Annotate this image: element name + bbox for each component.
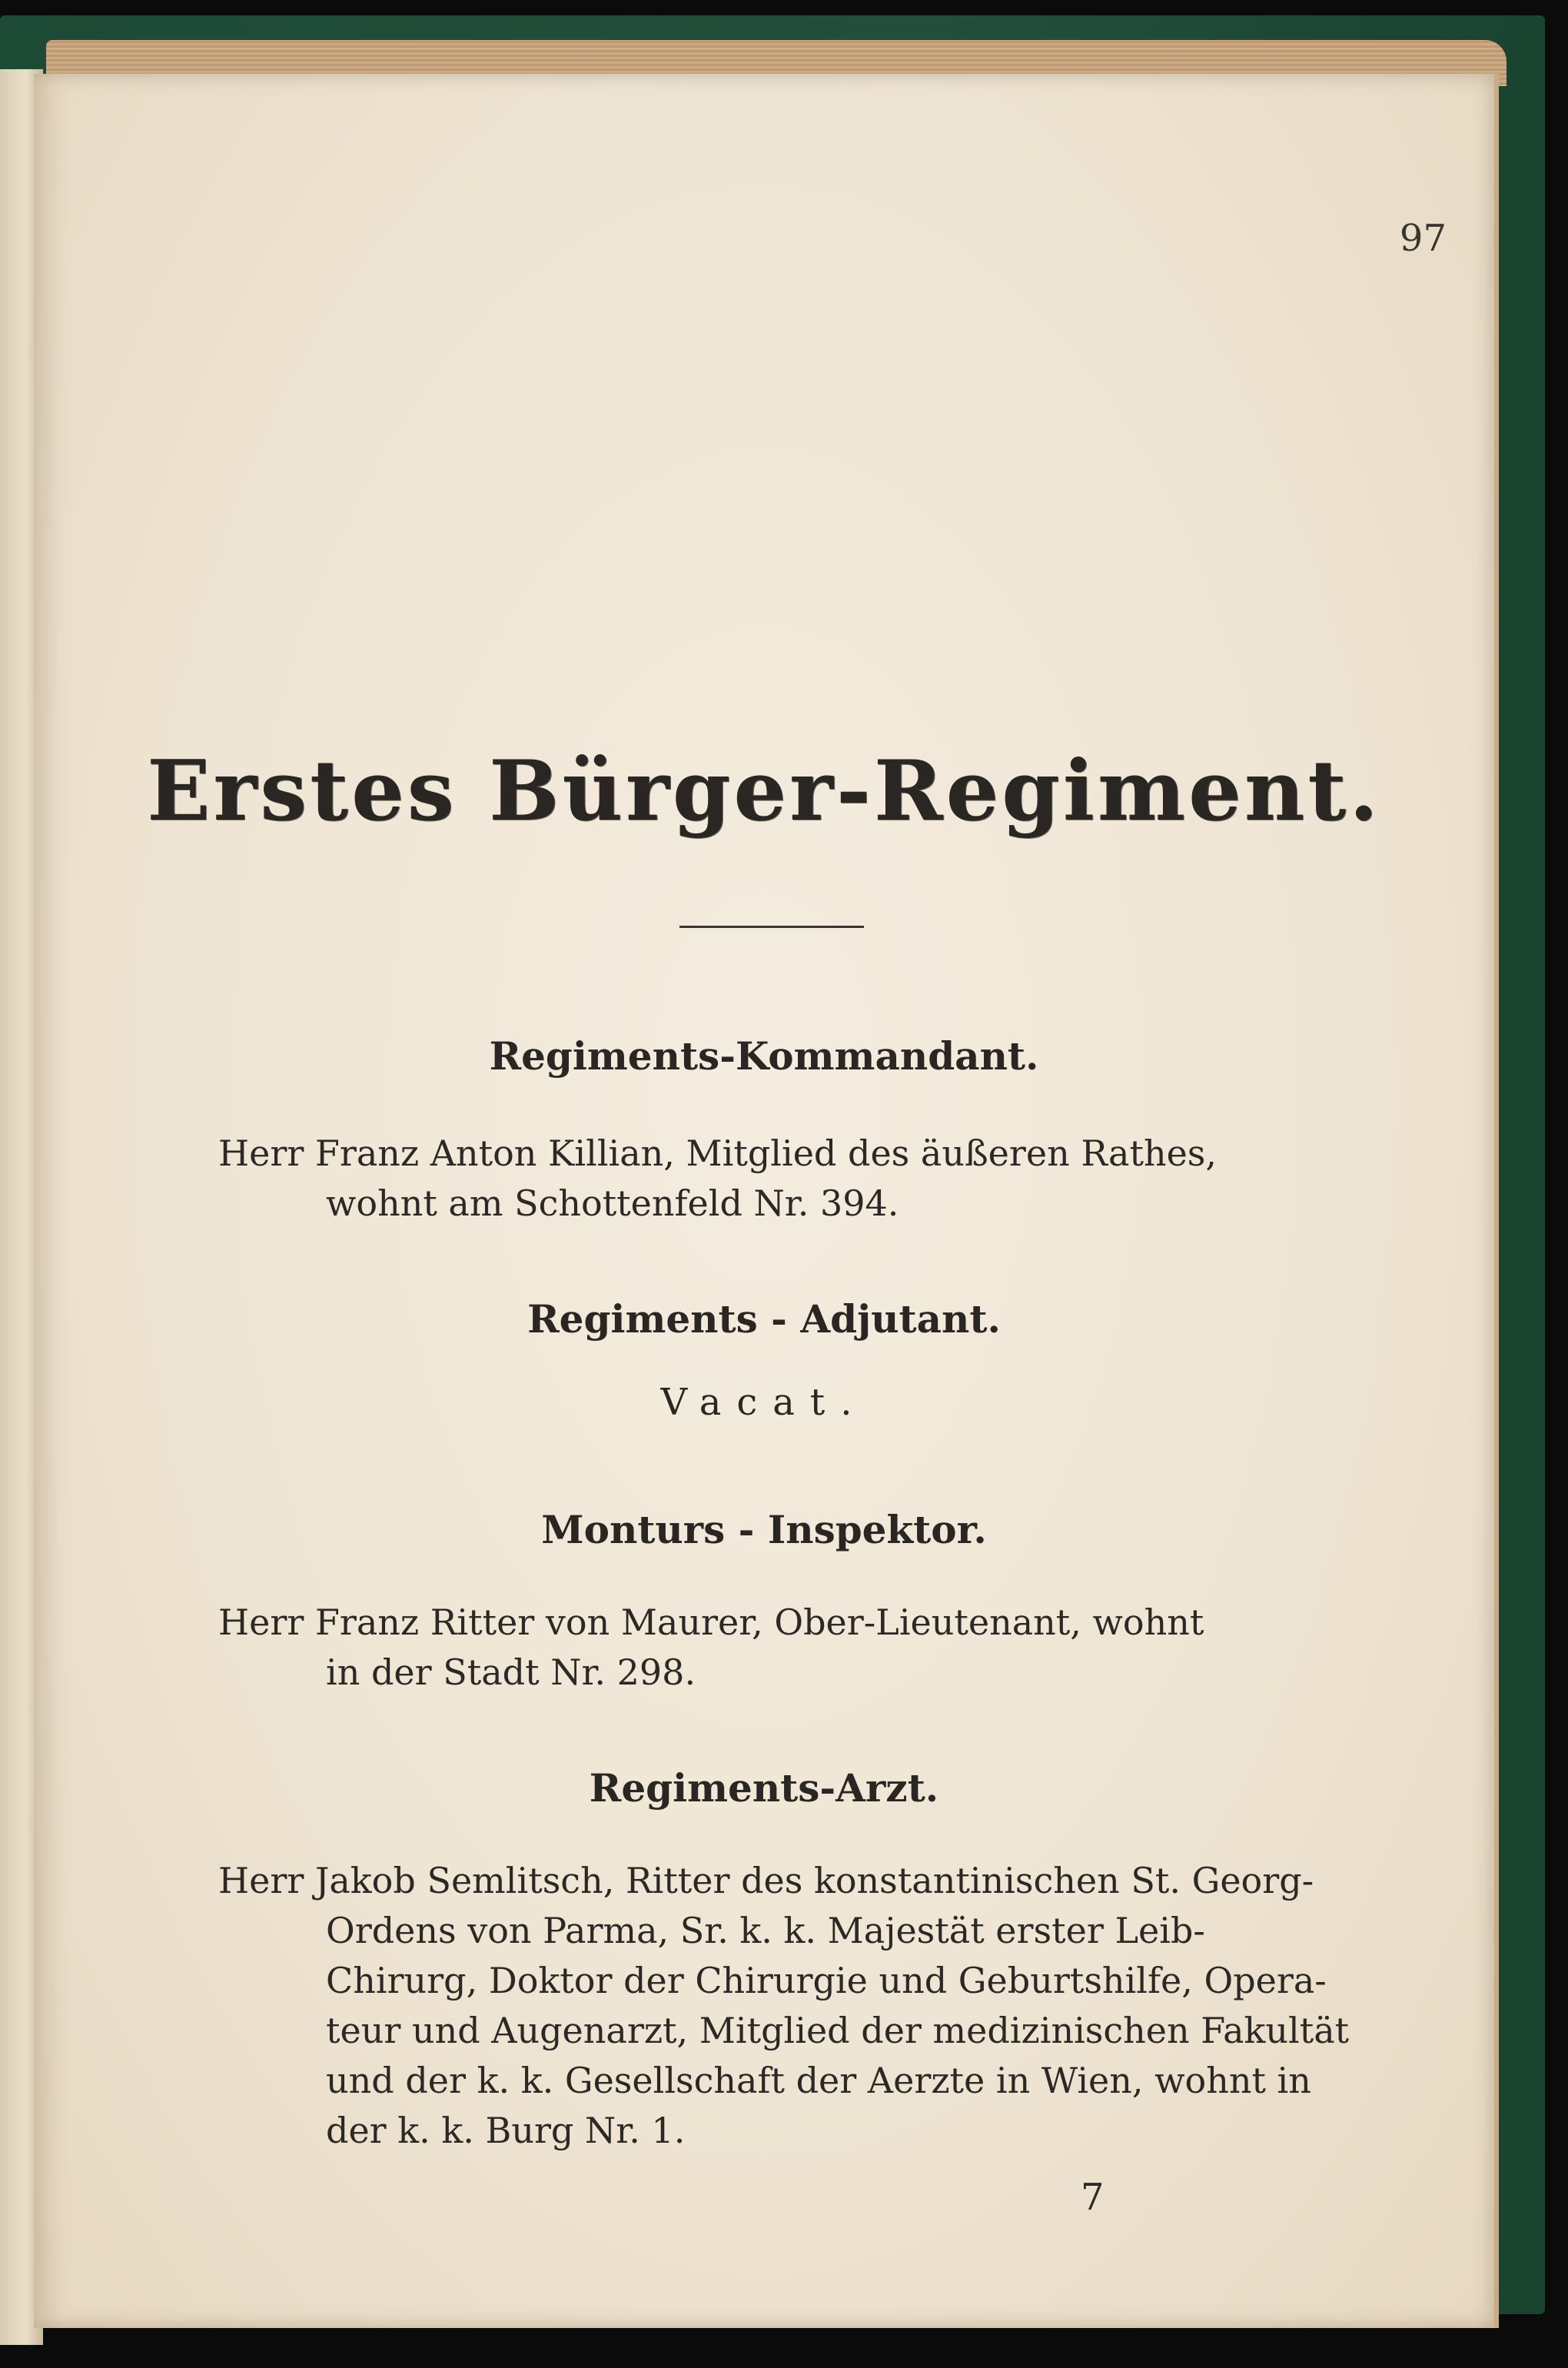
text-line: Ordens von Parma, Sr. k. k. Majestät erster Leib-	[326, 1910, 1205, 1951]
section-heading-inspektor: Monturs - Inspektor.	[541, 1507, 987, 1552]
title-divider	[679, 926, 864, 928]
vacat-text: Vacat.	[660, 1381, 868, 1424]
section-heading-arzt: Regiments-Arzt.	[589, 1765, 939, 1811]
section-heading-kommandant: Regiments-Kommandant.	[489, 1033, 1039, 1079]
section-text-arzt	[218, 1856, 1379, 2156]
page	[34, 74, 1499, 2328]
signature-mark: 7	[1081, 2176, 1105, 2219]
text-line: Chirurg, Doktor der Chirurgie und Geburtshilfe, Opera-	[326, 1960, 1327, 2001]
page-number: 97	[1399, 217, 1447, 260]
text-line: in der Stadt Nr. 298.	[326, 1651, 696, 1693]
text-line: Herr Franz Anton Killian, Mitglied des äußeren Rathes,	[218, 1132, 1218, 1174]
text-line: wohnt am Schottenfeld Nr. 394.	[326, 1182, 899, 1224]
text-line: Herr Franz Ritter von Maurer, Ober-Lieutenant, wohnt	[218, 1601, 1204, 1643]
section-text-kommandant	[218, 1129, 1379, 1229]
section-heading-adjutant: Regiments - Adjutant.	[527, 1296, 1001, 1342]
page-title: Erstes Bürger-Regiment.	[147, 743, 1381, 840]
text-line: teur und Augenarzt, Mitglied der medizinischen Fakultät	[326, 2010, 1350, 2051]
section-text-inspektor	[218, 1598, 1379, 1698]
text-line: der k. k. Burg Nr. 1.	[326, 2110, 686, 2151]
text-line: Herr Jakob Semlitsch, Ritter des konstantinischen St. Georg-	[218, 1860, 1314, 1901]
text-line: und der k. k. Gesellschaft der Aerzte in Wien, wohnt in	[326, 2060, 1311, 2101]
